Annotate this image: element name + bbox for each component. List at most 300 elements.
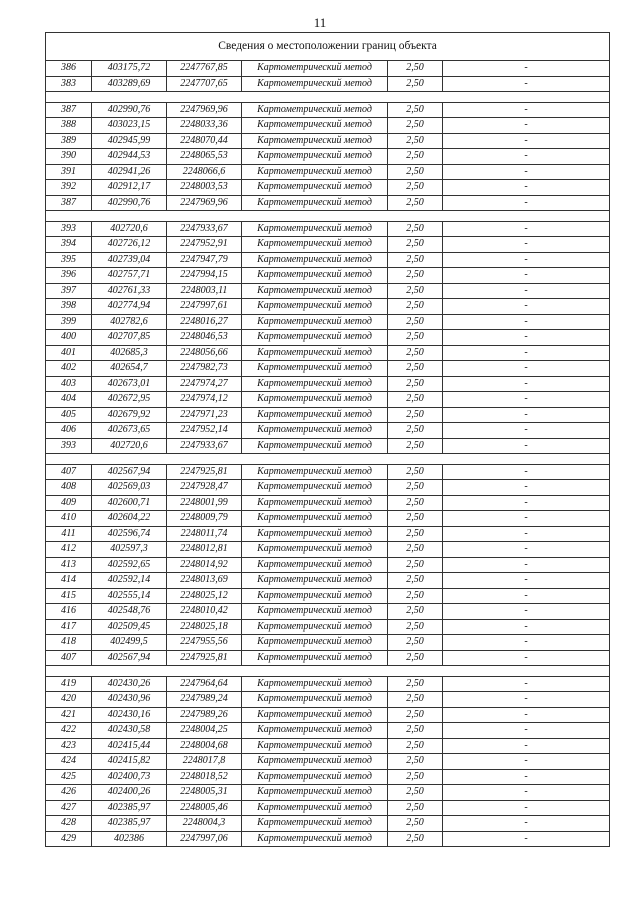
point-number-cell: 402 — [46, 361, 92, 377]
x-coordinate-cell: 402604,22 — [92, 511, 167, 527]
description-cell: - — [443, 299, 610, 315]
x-coordinate-cell: 402761,33 — [92, 283, 167, 299]
x-coordinate-cell: 402944,53 — [92, 149, 167, 165]
point-number-cell: 406 — [46, 423, 92, 439]
description-cell: - — [443, 588, 610, 604]
table-row — [46, 392, 610, 408]
y-coordinate-cell: 2247969,96 — [167, 102, 242, 118]
method-cell: Картометрический метод — [242, 195, 388, 211]
method-cell: Картометрический метод — [242, 604, 388, 620]
point-number-cell: 411 — [46, 526, 92, 542]
description-cell: - — [443, 361, 610, 377]
point-number-cell: 421 — [46, 707, 92, 723]
point-number-cell: 413 — [46, 557, 92, 573]
table-row — [46, 769, 610, 785]
y-coordinate-cell: 2247982,73 — [167, 361, 242, 377]
description-cell: - — [443, 800, 610, 816]
table-title: Сведения о местоположении границ объекта — [46, 33, 610, 61]
description-cell: - — [443, 423, 610, 439]
accuracy-cell: 2,50 — [388, 588, 443, 604]
accuracy-cell: 2,50 — [388, 237, 443, 253]
y-coordinate-cell: 2248033,36 — [167, 118, 242, 134]
accuracy-cell: 2,50 — [388, 195, 443, 211]
y-coordinate-cell: 2247971,23 — [167, 407, 242, 423]
method-cell: Картометрический метод — [242, 180, 388, 196]
method-cell: Картометрический метод — [242, 738, 388, 754]
description-cell: - — [443, 557, 610, 573]
table-row — [46, 61, 610, 77]
method-cell: Картометрический метод — [242, 361, 388, 377]
description-cell: - — [443, 61, 610, 77]
table-row — [46, 237, 610, 253]
accuracy-cell: 2,50 — [388, 800, 443, 816]
method-cell: Картометрический метод — [242, 221, 388, 237]
accuracy-cell: 2,50 — [388, 345, 443, 361]
description-cell: - — [443, 831, 610, 847]
description-cell: - — [443, 754, 610, 770]
x-coordinate-cell: 402548,76 — [92, 604, 167, 620]
x-coordinate-cell: 402499,5 — [92, 635, 167, 651]
y-coordinate-cell: 2248065,53 — [167, 149, 242, 165]
description-cell: - — [443, 573, 610, 589]
x-coordinate-cell: 402385,97 — [92, 816, 167, 832]
point-number-cell: 428 — [46, 816, 92, 832]
accuracy-cell: 2,50 — [388, 299, 443, 315]
point-number-cell: 391 — [46, 164, 92, 180]
table-row — [46, 102, 610, 118]
description-cell: - — [443, 237, 610, 253]
method-cell: Картометрический метод — [242, 252, 388, 268]
x-coordinate-cell: 402782,6 — [92, 314, 167, 330]
method-cell: Картометрический метод — [242, 407, 388, 423]
accuracy-cell: 2,50 — [388, 221, 443, 237]
table-row — [46, 133, 610, 149]
page-number: 11 — [313, 15, 327, 30]
x-coordinate-cell: 402945,99 — [92, 133, 167, 149]
method-cell: Картометрический метод — [242, 526, 388, 542]
table-row — [46, 495, 610, 511]
table-row — [46, 557, 610, 573]
y-coordinate-cell: 2248025,18 — [167, 619, 242, 635]
point-number-cell: 393 — [46, 221, 92, 237]
table-row — [46, 283, 610, 299]
accuracy-cell: 2,50 — [388, 180, 443, 196]
x-coordinate-cell: 402415,44 — [92, 738, 167, 754]
description-cell: - — [443, 723, 610, 739]
point-number-cell: 419 — [46, 676, 92, 692]
description-cell: - — [443, 464, 610, 480]
point-number-cell: 422 — [46, 723, 92, 739]
x-coordinate-cell: 402739,04 — [92, 252, 167, 268]
description-cell: - — [443, 149, 610, 165]
x-coordinate-cell: 402672,95 — [92, 392, 167, 408]
y-coordinate-cell: 2247933,67 — [167, 221, 242, 237]
accuracy-cell: 2,50 — [388, 635, 443, 651]
table-row — [46, 676, 610, 692]
table-title-row — [46, 33, 610, 61]
table-body — [46, 61, 610, 847]
x-coordinate-cell: 402679,92 — [92, 407, 167, 423]
method-cell: Картометрический метод — [242, 76, 388, 92]
x-coordinate-cell: 402400,73 — [92, 769, 167, 785]
table-row — [46, 180, 610, 196]
description-cell: - — [443, 76, 610, 92]
table-row — [46, 511, 610, 527]
y-coordinate-cell: 2248003,53 — [167, 180, 242, 196]
table-row — [46, 542, 610, 558]
description-cell: - — [443, 392, 610, 408]
accuracy-cell: 2,50 — [388, 268, 443, 284]
y-coordinate-cell: 2248005,46 — [167, 800, 242, 816]
method-cell: Картометрический метод — [242, 542, 388, 558]
description-cell: - — [443, 676, 610, 692]
y-coordinate-cell: 2247925,81 — [167, 464, 242, 480]
y-coordinate-cell: 2248066,6 — [167, 164, 242, 180]
point-number-cell: 415 — [46, 588, 92, 604]
x-coordinate-cell: 403289,69 — [92, 76, 167, 92]
table-row — [46, 330, 610, 346]
point-number-cell: 400 — [46, 330, 92, 346]
y-coordinate-cell: 2247997,06 — [167, 831, 242, 847]
table-row — [46, 604, 610, 620]
group-separator-cell — [46, 454, 610, 465]
x-coordinate-cell: 402912,17 — [92, 180, 167, 196]
point-number-cell: 392 — [46, 180, 92, 196]
table-row — [46, 423, 610, 439]
x-coordinate-cell: 402555,14 — [92, 588, 167, 604]
point-number-cell: 403 — [46, 376, 92, 392]
y-coordinate-cell: 2248009,79 — [167, 511, 242, 527]
accuracy-cell: 2,50 — [388, 149, 443, 165]
x-coordinate-cell: 402386 — [92, 831, 167, 847]
accuracy-cell: 2,50 — [388, 76, 443, 92]
y-coordinate-cell: 2247947,79 — [167, 252, 242, 268]
x-coordinate-cell: 402990,76 — [92, 195, 167, 211]
method-cell: Картометрический метод — [242, 676, 388, 692]
accuracy-cell: 2,50 — [388, 604, 443, 620]
table-row — [46, 650, 610, 666]
table-row — [46, 816, 610, 832]
accuracy-cell: 2,50 — [388, 738, 443, 754]
accuracy-cell: 2,50 — [388, 692, 443, 708]
x-coordinate-cell: 402707,85 — [92, 330, 167, 346]
x-coordinate-cell: 402430,16 — [92, 707, 167, 723]
description-cell: - — [443, 252, 610, 268]
point-number-cell: 414 — [46, 573, 92, 589]
x-coordinate-cell: 402385,97 — [92, 800, 167, 816]
table-row — [46, 692, 610, 708]
table-row — [46, 635, 610, 651]
x-coordinate-cell: 402509,45 — [92, 619, 167, 635]
accuracy-cell: 2,50 — [388, 526, 443, 542]
accuracy-cell: 2,50 — [388, 361, 443, 377]
description-cell: - — [443, 102, 610, 118]
accuracy-cell: 2,50 — [388, 423, 443, 439]
point-number-cell: 389 — [46, 133, 92, 149]
point-number-cell: 397 — [46, 283, 92, 299]
table-row — [46, 268, 610, 284]
accuracy-cell: 2,50 — [388, 133, 443, 149]
table-row — [46, 149, 610, 165]
table-row — [46, 195, 610, 211]
description-cell: - — [443, 738, 610, 754]
group-separator-cell — [46, 666, 610, 677]
point-number-cell: 401 — [46, 345, 92, 361]
y-coordinate-cell: 2248018,52 — [167, 769, 242, 785]
accuracy-cell: 2,50 — [388, 557, 443, 573]
point-number-cell: 407 — [46, 464, 92, 480]
description-cell: - — [443, 707, 610, 723]
y-coordinate-cell: 2247964,64 — [167, 676, 242, 692]
description-cell: - — [443, 133, 610, 149]
x-coordinate-cell: 402774,94 — [92, 299, 167, 315]
point-number-cell: 429 — [46, 831, 92, 847]
method-cell: Картометрический метод — [242, 268, 388, 284]
point-number-cell: 387 — [46, 195, 92, 211]
description-cell: - — [443, 314, 610, 330]
description-cell: - — [443, 511, 610, 527]
accuracy-cell: 2,50 — [388, 619, 443, 635]
y-coordinate-cell: 2248012,81 — [167, 542, 242, 558]
x-coordinate-cell: 403175,72 — [92, 61, 167, 77]
method-cell: Картометрический метод — [242, 118, 388, 134]
table-row — [46, 299, 610, 315]
point-number-cell: 420 — [46, 692, 92, 708]
table-row — [46, 754, 610, 770]
accuracy-cell: 2,50 — [388, 464, 443, 480]
x-coordinate-cell: 403023,15 — [92, 118, 167, 134]
point-number-cell: 407 — [46, 650, 92, 666]
accuracy-cell: 2,50 — [388, 118, 443, 134]
x-coordinate-cell: 402654,7 — [92, 361, 167, 377]
y-coordinate-cell: 2248010,42 — [167, 604, 242, 620]
point-number-cell: 417 — [46, 619, 92, 635]
table-row — [46, 707, 610, 723]
method-cell: Картометрический метод — [242, 754, 388, 770]
point-number-cell: 424 — [46, 754, 92, 770]
table-row — [46, 164, 610, 180]
accuracy-cell: 2,50 — [388, 495, 443, 511]
x-coordinate-cell: 402569,03 — [92, 480, 167, 496]
table-row — [46, 619, 610, 635]
x-coordinate-cell: 402600,71 — [92, 495, 167, 511]
accuracy-cell: 2,50 — [388, 650, 443, 666]
x-coordinate-cell: 402673,01 — [92, 376, 167, 392]
method-cell: Картометрический метод — [242, 573, 388, 589]
method-cell: Картометрический метод — [242, 557, 388, 573]
x-coordinate-cell: 402596,74 — [92, 526, 167, 542]
accuracy-cell: 2,50 — [388, 754, 443, 770]
x-coordinate-cell: 402567,94 — [92, 650, 167, 666]
y-coordinate-cell: 2248017,8 — [167, 754, 242, 770]
method-cell: Картометрический метод — [242, 800, 388, 816]
y-coordinate-cell: 2248046,53 — [167, 330, 242, 346]
description-cell: - — [443, 785, 610, 801]
y-coordinate-cell: 2247928,47 — [167, 480, 242, 496]
table-row — [46, 345, 610, 361]
x-coordinate-cell: 402415,82 — [92, 754, 167, 770]
accuracy-cell: 2,50 — [388, 283, 443, 299]
description-cell: - — [443, 195, 610, 211]
y-coordinate-cell: 2248016,27 — [167, 314, 242, 330]
group-separator-row — [46, 211, 610, 222]
table-row — [46, 738, 610, 754]
point-number-cell: 405 — [46, 407, 92, 423]
table-row — [46, 118, 610, 134]
description-cell: - — [443, 180, 610, 196]
x-coordinate-cell: 402430,26 — [92, 676, 167, 692]
description-cell: - — [443, 816, 610, 832]
point-number-cell: 410 — [46, 511, 92, 527]
point-number-cell: 412 — [46, 542, 92, 558]
accuracy-cell: 2,50 — [388, 164, 443, 180]
x-coordinate-cell: 402430,96 — [92, 692, 167, 708]
description-cell: - — [443, 407, 610, 423]
y-coordinate-cell: 2247974,27 — [167, 376, 242, 392]
table-row — [46, 800, 610, 816]
table-row — [46, 361, 610, 377]
method-cell: Картометрический метод — [242, 102, 388, 118]
description-cell: - — [443, 221, 610, 237]
method-cell: Картометрический метод — [242, 495, 388, 511]
x-coordinate-cell: 402990,76 — [92, 102, 167, 118]
description-cell: - — [443, 650, 610, 666]
y-coordinate-cell: 2247767,85 — [167, 61, 242, 77]
table-row — [46, 723, 610, 739]
x-coordinate-cell: 402430,58 — [92, 723, 167, 739]
accuracy-cell: 2,50 — [388, 676, 443, 692]
y-coordinate-cell: 2248070,44 — [167, 133, 242, 149]
description-cell: - — [443, 480, 610, 496]
point-number-cell: 388 — [46, 118, 92, 134]
method-cell: Картометрический метод — [242, 831, 388, 847]
accuracy-cell: 2,50 — [388, 102, 443, 118]
y-coordinate-cell: 2248014,92 — [167, 557, 242, 573]
point-number-cell: 386 — [46, 61, 92, 77]
description-cell: - — [443, 164, 610, 180]
method-cell: Картометрический метод — [242, 283, 388, 299]
method-cell: Картометрический метод — [242, 480, 388, 496]
table-row — [46, 314, 610, 330]
table-row — [46, 526, 610, 542]
x-coordinate-cell: 402597,3 — [92, 542, 167, 558]
y-coordinate-cell: 2248011,74 — [167, 526, 242, 542]
group-separator-row — [46, 666, 610, 677]
y-coordinate-cell: 2248013,69 — [167, 573, 242, 589]
x-coordinate-cell: 402685,3 — [92, 345, 167, 361]
accuracy-cell: 2,50 — [388, 785, 443, 801]
accuracy-cell: 2,50 — [388, 511, 443, 527]
method-cell: Картометрический метод — [242, 707, 388, 723]
x-coordinate-cell: 402592,65 — [92, 557, 167, 573]
point-number-cell: 408 — [46, 480, 92, 496]
point-number-cell: 383 — [46, 76, 92, 92]
point-number-cell: 390 — [46, 149, 92, 165]
accuracy-cell: 2,50 — [388, 707, 443, 723]
method-cell: Картометрический метод — [242, 692, 388, 708]
method-cell: Картометрический метод — [242, 345, 388, 361]
y-coordinate-cell: 2247925,81 — [167, 650, 242, 666]
x-coordinate-cell: 402592,14 — [92, 573, 167, 589]
point-number-cell: 416 — [46, 604, 92, 620]
y-coordinate-cell: 2247997,61 — [167, 299, 242, 315]
method-cell: Картометрический метод — [242, 619, 388, 635]
boundary-coordinates-table — [45, 32, 610, 847]
method-cell: Картометрический метод — [242, 723, 388, 739]
table-row — [46, 376, 610, 392]
method-cell: Картометрический метод — [242, 438, 388, 454]
point-number-cell: 396 — [46, 268, 92, 284]
table-row — [46, 252, 610, 268]
description-cell: - — [443, 438, 610, 454]
y-coordinate-cell: 2247707,65 — [167, 76, 242, 92]
point-number-cell: 426 — [46, 785, 92, 801]
method-cell: Картометрический метод — [242, 133, 388, 149]
accuracy-cell: 2,50 — [388, 438, 443, 454]
y-coordinate-cell: 2247952,14 — [167, 423, 242, 439]
description-cell: - — [443, 376, 610, 392]
method-cell: Картометрический метод — [242, 588, 388, 604]
method-cell: Картометрический метод — [242, 816, 388, 832]
method-cell: Картометрический метод — [242, 299, 388, 315]
table-row — [46, 785, 610, 801]
y-coordinate-cell: 2247969,96 — [167, 195, 242, 211]
accuracy-cell: 2,50 — [388, 831, 443, 847]
table-row — [46, 464, 610, 480]
method-cell: Картометрический метод — [242, 376, 388, 392]
y-coordinate-cell: 2247955,56 — [167, 635, 242, 651]
method-cell: Картометрический метод — [242, 392, 388, 408]
description-cell: - — [443, 495, 610, 511]
point-number-cell: 399 — [46, 314, 92, 330]
table-row — [46, 831, 610, 847]
x-coordinate-cell: 402757,71 — [92, 268, 167, 284]
accuracy-cell: 2,50 — [388, 407, 443, 423]
accuracy-cell: 2,50 — [388, 314, 443, 330]
group-separator-cell — [46, 92, 610, 103]
table-row — [46, 438, 610, 454]
method-cell: Картометрический метод — [242, 635, 388, 651]
point-number-cell: 393 — [46, 438, 92, 454]
description-cell: - — [443, 330, 610, 346]
description-cell: - — [443, 345, 610, 361]
accuracy-cell: 2,50 — [388, 542, 443, 558]
y-coordinate-cell: 2248001,99 — [167, 495, 242, 511]
point-number-cell: 387 — [46, 102, 92, 118]
point-number-cell: 395 — [46, 252, 92, 268]
method-cell: Картометрический метод — [242, 61, 388, 77]
description-cell: - — [443, 268, 610, 284]
x-coordinate-cell: 402673,65 — [92, 423, 167, 439]
description-cell: - — [443, 526, 610, 542]
y-coordinate-cell: 2248004,3 — [167, 816, 242, 832]
group-separator-row — [46, 454, 610, 465]
table-row — [46, 573, 610, 589]
method-cell: Картометрический метод — [242, 511, 388, 527]
accuracy-cell: 2,50 — [388, 61, 443, 77]
y-coordinate-cell: 2247933,67 — [167, 438, 242, 454]
accuracy-cell: 2,50 — [388, 392, 443, 408]
y-coordinate-cell: 2247952,91 — [167, 237, 242, 253]
method-cell: Картометрический метод — [242, 423, 388, 439]
description-cell: - — [443, 635, 610, 651]
x-coordinate-cell: 402567,94 — [92, 464, 167, 480]
table-row — [46, 407, 610, 423]
y-coordinate-cell: 2247974,12 — [167, 392, 242, 408]
accuracy-cell: 2,50 — [388, 723, 443, 739]
method-cell: Картометрический метод — [242, 769, 388, 785]
method-cell: Картометрический метод — [242, 314, 388, 330]
